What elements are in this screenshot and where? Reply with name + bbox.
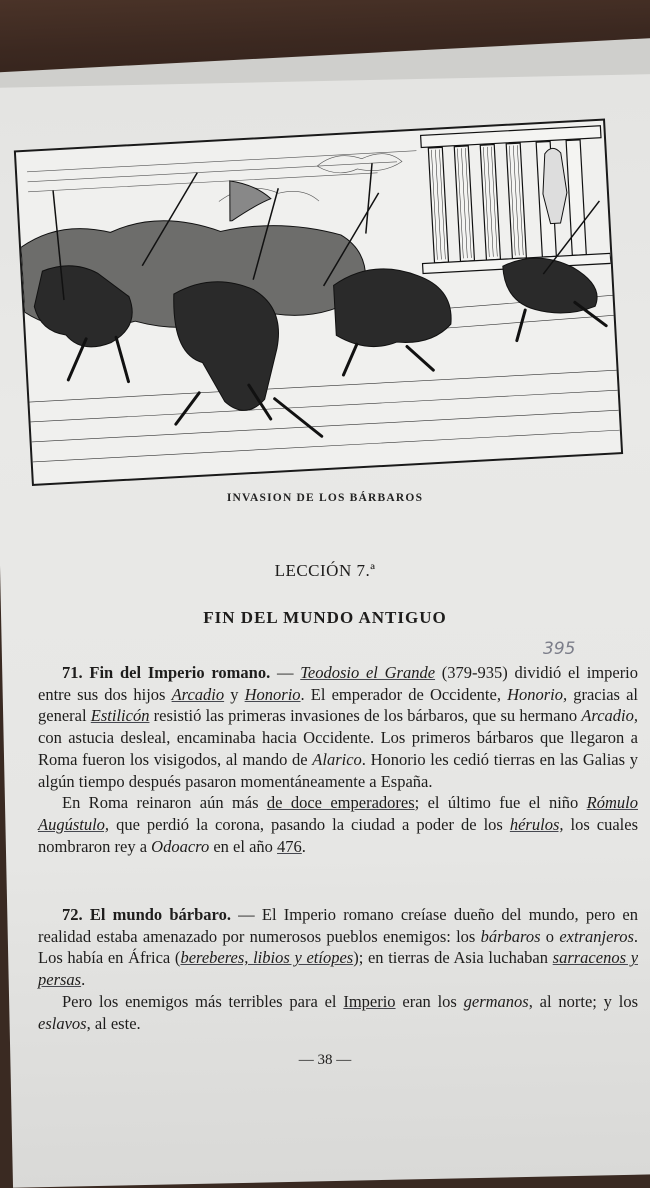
text-run: , al este. <box>86 1013 141 1033</box>
section-71-paragraph-1 <box>38 662 638 792</box>
chapter-title: FIN DEL MUNDO ANTIGUO <box>203 608 447 627</box>
text-run: . El emperador de Occidente, <box>300 684 508 704</box>
text-run: y <box>224 684 245 704</box>
text-run: resistió las primeras invasiones de los bárbaros, que su hermano <box>149 706 582 726</box>
handwritten-margin-note: 395 <box>543 639 576 659</box>
section-72-number: 72. <box>62 905 83 924</box>
name-herulos: hérulos, <box>509 814 564 834</box>
name-honorio: Honorio <box>244 684 301 704</box>
text-run: eran los <box>395 991 464 1011</box>
section-71-heading: Fin del Imperio romano. <box>89 663 271 682</box>
name-alarico: Alarico <box>312 749 362 769</box>
name-arcadio: Arcadio <box>171 684 225 704</box>
name-honorio-2: Honorio, <box>507 684 568 704</box>
term-eslavos: eslavos <box>38 1013 87 1033</box>
section-71 <box>38 662 638 857</box>
text-run: El Imperio romano creíase dueño del mundo, pero en realidad estaba amenazado por numerosos pueblos enemigos: los <box>38 905 638 946</box>
text-run: (379-935) dividió el imperio entre sus dos hijos <box>38 663 639 704</box>
barbarian-invasion-illustration <box>14 118 623 486</box>
text-run: o <box>540 926 560 946</box>
text-run: Pero los enemigos más terribles para el <box>62 991 344 1011</box>
page-number: — 38 — <box>298 1052 352 1068</box>
text-run: con astucia desleal, encaminaba hacia Occidente. Los primeros bárbaros que llegaron a Roma fueron los visigodos, al mando de <box>38 728 638 769</box>
section-dash: — <box>230 905 262 924</box>
peoples-asia: sarracenos y persas <box>38 948 639 990</box>
illustration-caption: INVASION DE LOS BÁRBAROS <box>226 492 424 504</box>
text-run: En Roma reinaron aún más <box>62 793 267 813</box>
text-run: . <box>301 836 306 856</box>
text-run: en el año <box>209 836 278 856</box>
section-72-paragraph-2 <box>38 991 638 1034</box>
term-germanos: germanos <box>463 991 529 1011</box>
section-72 <box>38 904 638 1034</box>
name-odoacro: Odoacro <box>151 836 210 856</box>
name-estilicon: Estilicón <box>90 706 150 726</box>
text-run: los cuales nombraron rey a <box>38 814 639 856</box>
text-run: . <box>81 970 86 990</box>
phrase-doce-emperadores: de doce emperadores <box>266 793 415 813</box>
text-run: , al norte; y los <box>528 991 638 1011</box>
section-72-heading: El mundo bárbaro. <box>89 905 231 924</box>
peoples-africa: bereberes, libios y etíopes <box>180 948 354 968</box>
text-run: gracias al general <box>38 684 638 726</box>
name-teodosio: Teodosio el Grande <box>300 663 436 682</box>
section-71-paragraph-2 <box>38 792 638 857</box>
text-run: que perdió la corona, pasando la ciudad a poder de los <box>109 814 510 834</box>
name-arcadio-2: Arcadio, <box>581 706 638 726</box>
text-run: . Honorio les cedió tierras en las Galias y algún tiempo después pasaron momentáneamente a España. <box>38 749 638 791</box>
term-extranjeros: extranjeros <box>559 926 634 946</box>
section-71-number: 71. <box>62 663 83 682</box>
section-72-paragraph-1 <box>38 904 638 991</box>
text-run: ); en tierras de Asia luchaban <box>353 948 553 968</box>
year-476: 476 <box>277 836 302 856</box>
name-romulo: Rómulo Augústulo, <box>38 793 639 834</box>
section-dash: — <box>270 663 301 682</box>
lesson-heading: LECCIÓN 7.ª <box>274 561 376 580</box>
text-run: ; el último fue el niño <box>414 793 587 813</box>
term-imperio: Imperio <box>343 991 396 1011</box>
text-run: . Los había en África ( <box>38 926 638 968</box>
term-barbaros: bárbaros <box>480 926 541 946</box>
